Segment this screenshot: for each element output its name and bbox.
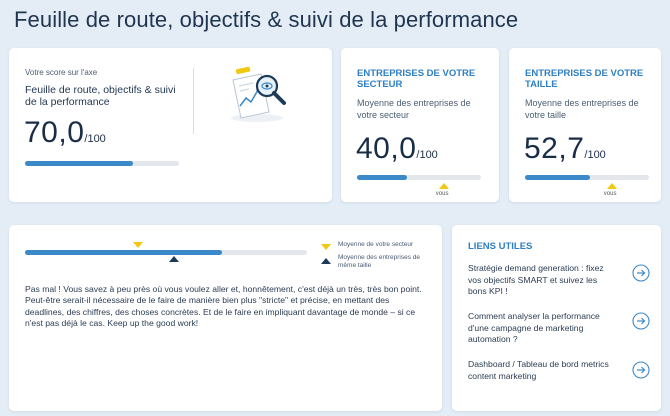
sector-you-label: vous xyxy=(435,191,449,197)
sector-average-marker-icon xyxy=(133,242,143,248)
size-value: 52,7 xyxy=(524,132,585,165)
score-value-group xyxy=(24,116,106,150)
size-you-label: vous xyxy=(603,191,617,197)
link-item[interactable] xyxy=(468,359,654,385)
axis-name: Feuille de route, objectifs & suivi de la performance xyxy=(25,84,176,108)
sector-value-group xyxy=(356,132,438,166)
size-progress-bar xyxy=(525,175,649,180)
document-magnifier-icon xyxy=(227,64,289,124)
size-you-marker-icon xyxy=(607,183,617,189)
feedback-card xyxy=(9,225,442,411)
link-item[interactable] xyxy=(468,311,654,347)
feedback-text: Pas mal ! Vous savez à peu près où vous voulez aller et, honnêtement, c'est déjà un très, très bon point. Peut-être serait-il nécessaire de le faire de manière bien plus "stricte" et précise, en mettant des deadlines, des chiffres, des choses concrètes. Et de le faire en impliquant davantage de monde – si ce n'est pas déjà le cas. Keep up the good work! xyxy=(25,284,422,328)
legend-size-icon xyxy=(321,258,331,264)
legend-size-label: Moyenne des entreprises de même taille xyxy=(338,254,421,269)
legend-sector-label: Moyenne de votre secteur xyxy=(338,241,414,248)
links-title: LIENS UTILES xyxy=(468,241,533,252)
links-card xyxy=(452,225,661,411)
sector-progress-fill xyxy=(357,175,407,180)
link-item[interactable] xyxy=(468,263,654,299)
size-description: Moyenne des entreprises de votre taille xyxy=(525,98,639,120)
arrow-right-circle-icon[interactable] xyxy=(632,312,650,330)
size-heading: ENTREPRISES DE VOTRE TAILLE xyxy=(525,68,644,90)
score-progress-bar xyxy=(25,161,179,166)
feedback-progress-fill xyxy=(25,250,222,255)
link-label[interactable]: Comment analyser la performance d'une campagne de marketing automation ? xyxy=(468,311,600,344)
size-average-marker-icon xyxy=(169,256,179,262)
arrow-right-circle-icon[interactable] xyxy=(632,361,650,379)
sector-you-marker-icon xyxy=(439,183,449,189)
sector-description: Moyenne des entreprises de votre secteur xyxy=(357,98,471,120)
sector-max: /100 xyxy=(416,149,438,161)
link-label[interactable]: Stratégie demand generation : fixez vos objectifs SMART et suivez les bons KPI ! xyxy=(468,263,604,296)
page-title: Feuille de route, objectifs & suivi de la performance xyxy=(14,7,519,32)
legend-sector-icon xyxy=(321,244,331,250)
arrow-right-circle-icon[interactable] xyxy=(632,264,650,282)
sector-progress-bar xyxy=(357,175,481,180)
sector-value: 40,0 xyxy=(356,132,417,165)
score-progress-fill xyxy=(25,161,133,166)
score-max: /100 xyxy=(84,133,106,145)
sector-card xyxy=(341,48,499,202)
size-max: /100 xyxy=(584,149,606,161)
size-card xyxy=(509,48,661,202)
feedback-progress-bar xyxy=(25,250,307,255)
score-value: 70,0 xyxy=(24,116,85,149)
sector-heading: ENTREPRISES DE VOTRE SECTEUR xyxy=(357,68,476,90)
score-card xyxy=(9,48,332,202)
score-label: Votre score sur l'axe xyxy=(25,68,98,77)
link-label[interactable]: Dashboard / Tableau de bord metrics content marketing xyxy=(468,359,609,381)
size-value-group xyxy=(524,132,606,166)
divider xyxy=(193,68,194,134)
size-progress-fill xyxy=(525,175,590,180)
